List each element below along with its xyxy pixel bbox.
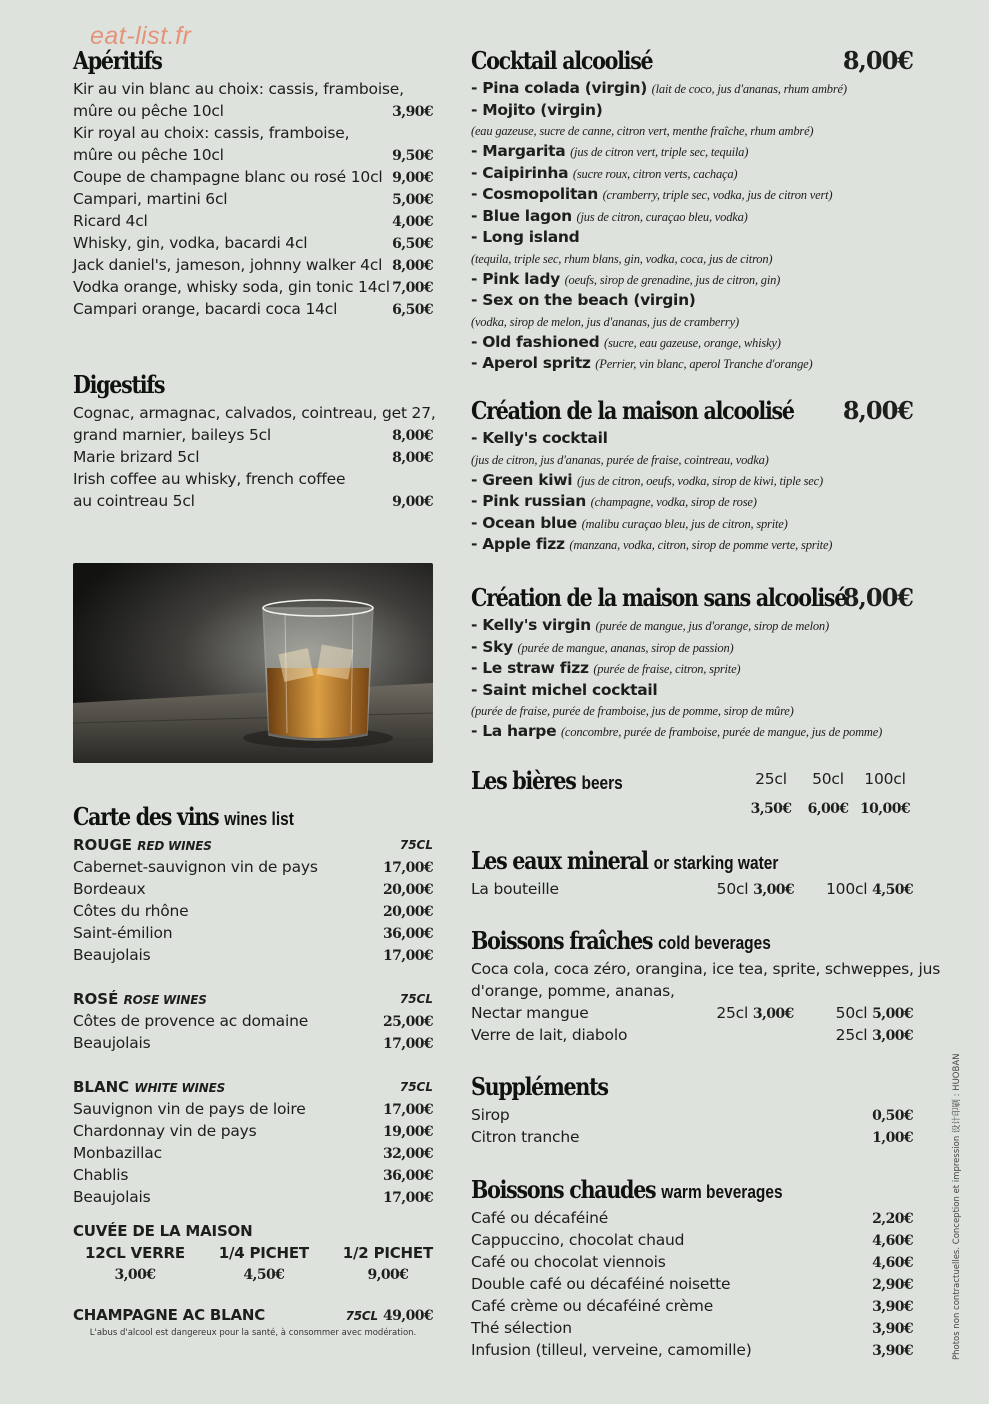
hot-drink-label: Cappuccino, chocolat chaud — [471, 1231, 685, 1249]
hot-drink-row — [471, 1317, 913, 1339]
aperitif-price: 4,00€ — [392, 214, 433, 230]
creation-alc-item — [471, 491, 913, 513]
cuvee-col — [219, 1242, 309, 1286]
supplements-section — [471, 1070, 913, 1148]
cold-subtitle: cold beverages — [658, 933, 771, 953]
creation-sans-list — [471, 615, 913, 743]
creation-sans-title: Création de la maison sans alcoolisé — [471, 583, 847, 612]
wine-row — [73, 1186, 433, 1208]
wine-price: 32,00€ — [383, 1146, 433, 1162]
hot-subtitle: warm beverages — [661, 1182, 783, 1202]
wine-price: 36,00€ — [383, 1168, 433, 1184]
supplements-list — [471, 1104, 913, 1148]
wine-label: Beaujolais — [73, 1188, 151, 1206]
aperitifs-section — [73, 44, 433, 320]
whisky-glass-illustration — [73, 563, 433, 763]
wine-row — [73, 1032, 433, 1054]
hot-drink-price: 3,90€ — [872, 1343, 913, 1359]
hot-drink-label: Thé sélection — [471, 1319, 572, 1337]
cocktail-item — [471, 290, 913, 312]
creation-sans-name: - Le straw fizz — [471, 659, 589, 677]
supplements-title: Suppléments — [471, 1072, 608, 1101]
aperitif-row — [73, 276, 433, 298]
hot-drink-label: Double café ou décaféiné noisette — [471, 1275, 731, 1293]
cocktail-item — [471, 269, 913, 291]
digestif-price: 9,00€ — [392, 494, 433, 510]
cocktails-list — [471, 78, 913, 375]
digestifs-list — [73, 402, 436, 512]
wine-row — [73, 1120, 433, 1142]
hot-title-text: Boissons chaudes — [471, 1175, 656, 1204]
cocktail-item — [471, 227, 913, 249]
wine-group-header — [73, 988, 433, 1010]
hot-drink-row — [471, 1295, 913, 1317]
beer-size-25: 25cl — [755, 770, 787, 788]
cocktail-desc: (jus de citron, curaçao bleu, vodka) — [576, 209, 748, 224]
cuvee-col-price: 9,00€ — [367, 1267, 409, 1283]
wine-price: 36,00€ — [383, 926, 433, 942]
aperitifs-list — [73, 78, 433, 320]
creation-alc-list — [471, 428, 913, 556]
side-note: Photos non contractuelles. Conception et impression 设计印刷 : HUOBAN — [952, 1053, 962, 1360]
cocktail-item — [471, 100, 913, 122]
wine-group-name — [73, 1076, 225, 1098]
cocktail-desc: (lait de coco, jus d'ananas, rhum ambré) — [651, 82, 847, 96]
cold-title — [471, 924, 851, 958]
cocktail-item — [471, 78, 913, 100]
wines-section — [73, 800, 433, 1338]
creation-sans-desc: (concombre, purée de framboise, purée de mangue, jus de pomme) — [560, 725, 883, 739]
cold-line-1: Coca cola, coca zéro, orangina, ice tea, sprite, schweppes, jus — [471, 960, 941, 978]
aperitifs-title: Apéritifs — [73, 46, 162, 75]
hot-list — [471, 1207, 913, 1361]
digestif-label: grand marnier, baileys 5cl — [73, 426, 272, 444]
wine-label: Côtes de provence ac domaine — [73, 1012, 309, 1030]
wine-label: Beaujolais — [73, 1034, 151, 1052]
wine-group-name — [73, 834, 212, 856]
digestif-label: Marie brizard 5cl — [73, 448, 200, 466]
supplement-label: Sirop — [471, 1106, 510, 1124]
aperitif-label: mûre ou pêche 10cl — [73, 146, 224, 164]
nectar-label: Nectar mangue — [471, 1004, 589, 1022]
supplement-price: 0,50€ — [872, 1108, 913, 1124]
wines-title-text: Carte des vins — [73, 802, 219, 831]
creation-sans-item — [471, 658, 913, 680]
creation-sans-price: 8,00€ — [842, 583, 913, 612]
wine-group — [73, 834, 433, 966]
creation-alc-name: - Ocean blue — [471, 513, 577, 532]
wine-label: Bordeaux — [73, 880, 146, 898]
creation-sans-item — [471, 615, 913, 637]
aperitif-price: 6,50€ — [392, 236, 433, 252]
hot-drink-label: Café crème ou décaféiné crème — [471, 1297, 714, 1315]
digestifs-section — [73, 368, 436, 512]
creation-alc-desc: (malibu curaçao bleu, jus de citron, sprite) — [581, 516, 788, 531]
wine-group-label: ROUGE — [73, 836, 133, 854]
hot-drink-price: 2,20€ — [872, 1211, 913, 1227]
aperitif-label: Ricard 4cl — [73, 212, 148, 230]
creation-alc-item — [471, 534, 913, 556]
cold-line-2: d'orange, pomme, ananas, — [471, 982, 675, 1000]
hot-drink-price: 2,90€ — [872, 1277, 913, 1293]
aperitif-label: mûre ou pêche 10cl — [73, 102, 224, 120]
wine-price: 19,00€ — [383, 1124, 433, 1140]
creation-sans-item — [471, 637, 913, 659]
cuvee-col-label: 12CL VERRE — [85, 1244, 185, 1262]
beer-prices — [743, 798, 913, 820]
cocktail-name: - Pink lady — [471, 269, 560, 288]
cocktail-desc: (Perrier, vin blanc, aperol Tranche d'orange) — [595, 357, 813, 371]
water-row — [471, 878, 913, 900]
wine-price: 25,00€ — [383, 1014, 433, 1030]
aperitif-label: Vodka orange, whisky soda, gin tonic 14cl — [73, 278, 390, 296]
wines-subtitle: wines list — [224, 809, 294, 829]
wine-price: 17,00€ — [383, 1036, 433, 1052]
cocktail-item — [471, 332, 913, 354]
hot-title — [471, 1173, 851, 1207]
cocktail-name: - Caipirinha — [471, 163, 569, 182]
beers-subtitle: beers — [581, 773, 623, 793]
creation-sans-desc: (purée de fraise, citron, sprite) — [593, 662, 741, 676]
wine-group-size: 75CL — [399, 838, 433, 852]
creation-alc-item — [471, 513, 913, 535]
wine-label: Saint-émilion — [73, 924, 173, 942]
cocktail-desc: (oeufs, sirop de grenadine, jus de citron, gin) — [564, 272, 781, 287]
beers-section — [471, 764, 913, 817]
wine-groups — [73, 834, 433, 1208]
creation-sans-desc: (purée de mangue, jus d'orange, sirop de melon) — [595, 619, 829, 633]
wine-price: 17,00€ — [383, 1190, 433, 1206]
aperitif-price: 9,00€ — [392, 170, 433, 186]
aperitif-row — [73, 298, 433, 320]
aperitif-price: 9,50€ — [392, 148, 433, 164]
wine-row — [73, 944, 433, 966]
aperitif-row — [73, 144, 433, 166]
aperitif-row — [73, 166, 433, 188]
cuvee-col — [343, 1242, 433, 1286]
cuvee-col-label: 1/4 PICHET — [218, 1244, 309, 1262]
nectar-row — [471, 1002, 913, 1024]
creation-alc-section — [471, 394, 913, 556]
alcohol-disclaimer: L'abus d'alcool est dangereux pour la santé, à consommer avec modération. — [89, 1328, 417, 1338]
wine-label: Chardonnay vin de pays — [73, 1122, 257, 1140]
beer-price-100: 10,00€ — [860, 801, 910, 817]
digestif-row — [73, 490, 433, 512]
creation-alc-name: - Kelly's cocktail — [471, 429, 608, 447]
creation-alc-price: 8,00€ — [842, 396, 913, 425]
wine-group-sub: RED WINES — [137, 839, 212, 853]
creation-alc-desc: (jus de citron, jus d'ananas, purée de fraise, cointreau, vodka) — [471, 452, 769, 467]
wine-row — [73, 878, 433, 900]
aperitif-label: Kir royal au choix: cassis, framboise, — [73, 124, 350, 142]
beer-sizes — [743, 768, 913, 790]
watermark: eat-list.fr — [90, 22, 192, 50]
digestif-row — [73, 468, 433, 490]
cocktail-name: - Pina colada (virgin) — [471, 79, 648, 97]
wine-row — [73, 1142, 433, 1164]
wine-row — [73, 922, 433, 944]
cocktail-desc: (tequila, triple sec, rhum blans, gin, vodka, coca, jus de citron) — [471, 251, 773, 266]
nectar-size-25: 25cl — [716, 1004, 749, 1022]
cuvee-col-price: 3,00€ — [114, 1267, 156, 1283]
creation-sans-name: - Saint michel cocktail — [471, 680, 658, 699]
supplement-row — [471, 1104, 913, 1126]
cold-section — [471, 924, 941, 1046]
aperitif-row — [73, 188, 433, 210]
aperitif-row — [73, 122, 433, 144]
creation-sans-section — [471, 581, 913, 743]
cocktail-desc: (jus de citron vert, triple sec, tequila) — [570, 145, 749, 159]
wine-price: 20,00€ — [383, 882, 433, 898]
cocktails-price: 8,00€ — [842, 46, 913, 75]
cocktail-name: - Cosmopolitan — [471, 185, 598, 203]
creation-alc-desc: (champagne, vodka, sirop de rose) — [590, 495, 757, 509]
wine-label: Chablis — [73, 1166, 129, 1184]
cocktail-item — [471, 353, 913, 375]
wine-group-header — [73, 834, 433, 856]
aperitif-price: 7,00€ — [392, 280, 433, 296]
digestif-label: Cognac, armagnac, calvados, cointreau, get 27, — [73, 404, 436, 422]
wine-group — [73, 988, 433, 1054]
lait-label: Verre de lait, diabolo — [471, 1026, 628, 1044]
wine-label: Beaujolais — [73, 946, 151, 964]
wine-price: 17,00€ — [383, 948, 433, 964]
cocktail-item — [471, 141, 913, 163]
lait-price: 3,00€ — [872, 1028, 913, 1044]
creation-sans-name: - Kelly's virgin — [471, 616, 591, 634]
cocktail-desc: (vodka, sirop de melon, jus d'ananas, jus de cramberry) — [471, 314, 739, 329]
nectar-price-25: 3,00€ — [752, 1006, 794, 1022]
wine-group-sub: ROSE WINES — [123, 993, 207, 1007]
cocktail-name: - Old fashioned — [471, 332, 600, 351]
hot-drink-price: 3,90€ — [872, 1321, 913, 1337]
cuvee-col-label: 1/2 PICHET — [342, 1244, 433, 1262]
cocktail-name: - Mojito (virgin) — [471, 100, 603, 119]
digestif-label: Irish coffee au whisky, french coffee — [73, 470, 346, 488]
wine-group-name — [73, 988, 207, 1010]
creation-alc-name: - Pink russian — [471, 492, 586, 510]
water-title — [471, 844, 851, 878]
lait-size: 25cl — [835, 1026, 868, 1044]
aperitif-label: Campari orange, bacardi coca 14cl — [73, 300, 338, 318]
digestif-price: 8,00€ — [392, 428, 433, 444]
aperitif-label: Campari, martini 6cl — [73, 190, 228, 208]
cocktail-item — [471, 184, 913, 206]
aperitif-row — [73, 210, 433, 232]
beer-size-100: 100cl — [864, 770, 906, 788]
nectar-size-50: 50cl — [835, 1004, 868, 1022]
hot-drink-row — [471, 1339, 913, 1361]
digestif-row — [73, 446, 433, 468]
aperitif-row — [73, 78, 433, 100]
water-size-50: 50cl — [716, 880, 749, 898]
hot-drink-row — [471, 1251, 913, 1273]
hot-drink-row — [471, 1273, 913, 1295]
wine-group-sub: WHITE WINES — [134, 1081, 226, 1095]
cuvee-title: CUVÉE DE LA MAISON — [73, 1222, 253, 1240]
hot-section — [471, 1173, 913, 1361]
supplement-price: 1,00€ — [872, 1130, 913, 1146]
beers-title-text: Les bières — [471, 766, 576, 795]
wine-row — [73, 1164, 433, 1186]
cocktail-name: - Blue lagon — [471, 206, 572, 225]
creation-sans-desc: (purée de mangue, ananas, sirop de passion) — [517, 640, 734, 655]
cocktail-desc: (sucre roux, citron verts, cachaça) — [572, 166, 738, 181]
wine-label: Monbazillac — [73, 1144, 162, 1162]
digestif-row — [73, 424, 433, 446]
wine-label: Côtes du rhône — [73, 902, 189, 920]
creation-sans-name: - Sky — [471, 637, 513, 656]
supplement-row — [471, 1126, 913, 1148]
wine-row — [73, 900, 433, 922]
creation-alc-title: Création de la maison alcoolisé — [471, 396, 794, 425]
creation-alc-desc: (jus de citron, oeufs, vodka, sirop de kiwi, tiple sec) — [576, 473, 823, 488]
beer-price-50: 6,00€ — [807, 801, 849, 817]
creation-alc-name: - Apple fizz — [471, 535, 565, 553]
cocktail-name: - Margarita — [471, 142, 566, 160]
supplement-label: Citron tranche — [471, 1128, 580, 1146]
beer-size-50: 50cl — [812, 770, 844, 788]
aperitif-label: Jack daniel's, jameson, johnny walker 4cl — [73, 256, 383, 274]
cocktail-item — [471, 163, 913, 185]
wine-group-size: 75CL — [399, 1080, 433, 1094]
cocktail-name: - Sex on the beach (virgin) — [471, 291, 696, 309]
wine-row — [73, 856, 433, 878]
water-title-text: Les eaux mineral — [471, 846, 648, 875]
digestifs-title: Digestifs — [73, 370, 165, 399]
wine-price: 17,00€ — [383, 860, 433, 876]
cuvee-columns — [73, 1242, 433, 1286]
hot-drink-label: Infusion (tilleul, verveine, camomille) — [471, 1341, 752, 1359]
cold-title-text: Boissons fraîches — [471, 926, 653, 955]
aperitif-price: 8,00€ — [392, 258, 433, 274]
wines-title — [73, 800, 383, 834]
wine-group-label: ROSÉ — [73, 990, 119, 1008]
water-size-100: 100cl — [826, 880, 868, 898]
creation-sans-name: - La harpe — [471, 722, 557, 740]
nectar-price-50: 5,00€ — [872, 1006, 913, 1022]
hot-drink-row — [471, 1229, 913, 1251]
water-price-50: 3,00€ — [753, 882, 794, 898]
cocktail-item — [471, 206, 913, 228]
aperitif-label: Coupe de champagne blanc ou rosé 10cl — [73, 168, 383, 186]
hot-drink-row — [471, 1207, 913, 1229]
champagne-size: 75CL — [345, 1309, 378, 1323]
creation-sans-item — [471, 721, 913, 743]
cuvee-col-price: 4,50€ — [243, 1267, 285, 1283]
cuvee-block — [73, 1220, 433, 1286]
wine-group-header — [73, 1076, 433, 1098]
creation-alc-name: - Green kiwi — [471, 470, 573, 489]
cocktails-title: Cocktail alcoolisé — [471, 46, 653, 75]
cocktail-desc: (sucre, eau gazeuse, orange, whisky) — [604, 335, 781, 350]
champagne-row — [73, 1304, 433, 1326]
champagne-price: 49,00€ — [383, 1308, 433, 1324]
digestif-label: au cointreau 5cl — [73, 492, 195, 510]
hot-drink-label: Café ou décaféiné — [471, 1209, 609, 1227]
water-price-100: 4,50€ — [872, 882, 913, 898]
hot-drink-price: 3,90€ — [872, 1299, 913, 1315]
wine-group — [73, 1076, 433, 1208]
water-subtitle: or starking water — [653, 853, 779, 873]
digestif-price: 8,00€ — [392, 450, 433, 466]
aperitif-price: 3,90€ — [392, 104, 433, 120]
water-item: La bouteille — [471, 880, 559, 898]
aperitif-row — [73, 254, 433, 276]
cocktail-desc: (cramberry, triple sec, vodka, jus de citron vert) — [602, 188, 833, 202]
aperitif-label: Kir au vin blanc au choix: cassis, framboise, — [73, 80, 404, 98]
aperitif-row — [73, 232, 433, 254]
cocktails-section — [471, 44, 913, 375]
hot-drink-label: Café ou chocolat viennois — [471, 1253, 666, 1271]
aperitif-row — [73, 100, 433, 122]
cocktail-desc: (eau gazeuse, sucre de canne, citron vert, menthe fraîche, rhum ambré) — [471, 124, 814, 138]
wine-row — [73, 1010, 433, 1032]
wine-row — [73, 1098, 433, 1120]
whisky-glass-photo — [73, 563, 433, 763]
digestif-row — [73, 402, 436, 424]
wine-price: 17,00€ — [383, 1102, 433, 1118]
wine-group-label: BLANC — [73, 1078, 130, 1096]
aperitif-price: 6,50€ — [392, 302, 433, 318]
creation-alc-item — [471, 428, 913, 450]
wine-group-size: 75CL — [399, 992, 433, 1006]
aperitif-price: 5,00€ — [392, 192, 433, 208]
cocktail-name: - Long island — [471, 228, 580, 246]
aperitif-label: Whisky, gin, vodka, bacardi 4cl — [73, 234, 308, 252]
hot-drink-price: 4,60€ — [872, 1255, 913, 1271]
beer-price-25: 3,50€ — [750, 801, 792, 817]
cocktail-name: - Aperol spritz — [471, 354, 591, 372]
creation-alc-desc: (manzana, vodka, citron, sirop de pomme verte, sprite) — [569, 538, 833, 552]
champagne-label: CHAMPAGNE AC BLANC — [73, 1306, 266, 1324]
lait-row — [471, 1024, 913, 1046]
cuvee-col — [85, 1242, 185, 1286]
creation-sans-item — [471, 680, 913, 702]
water-section — [471, 844, 913, 900]
hot-drink-price: 4,60€ — [872, 1233, 913, 1249]
creation-sans-desc: (purée de fraise, purée de framboise, jus de pomme, sirop de mûre) — [471, 704, 794, 718]
creation-alc-item — [471, 470, 913, 492]
wine-label: Sauvignon vin de pays de loire — [73, 1100, 306, 1118]
wine-price: 20,00€ — [383, 904, 433, 920]
wine-label: Cabernet-sauvignon vin de pays — [73, 858, 318, 876]
